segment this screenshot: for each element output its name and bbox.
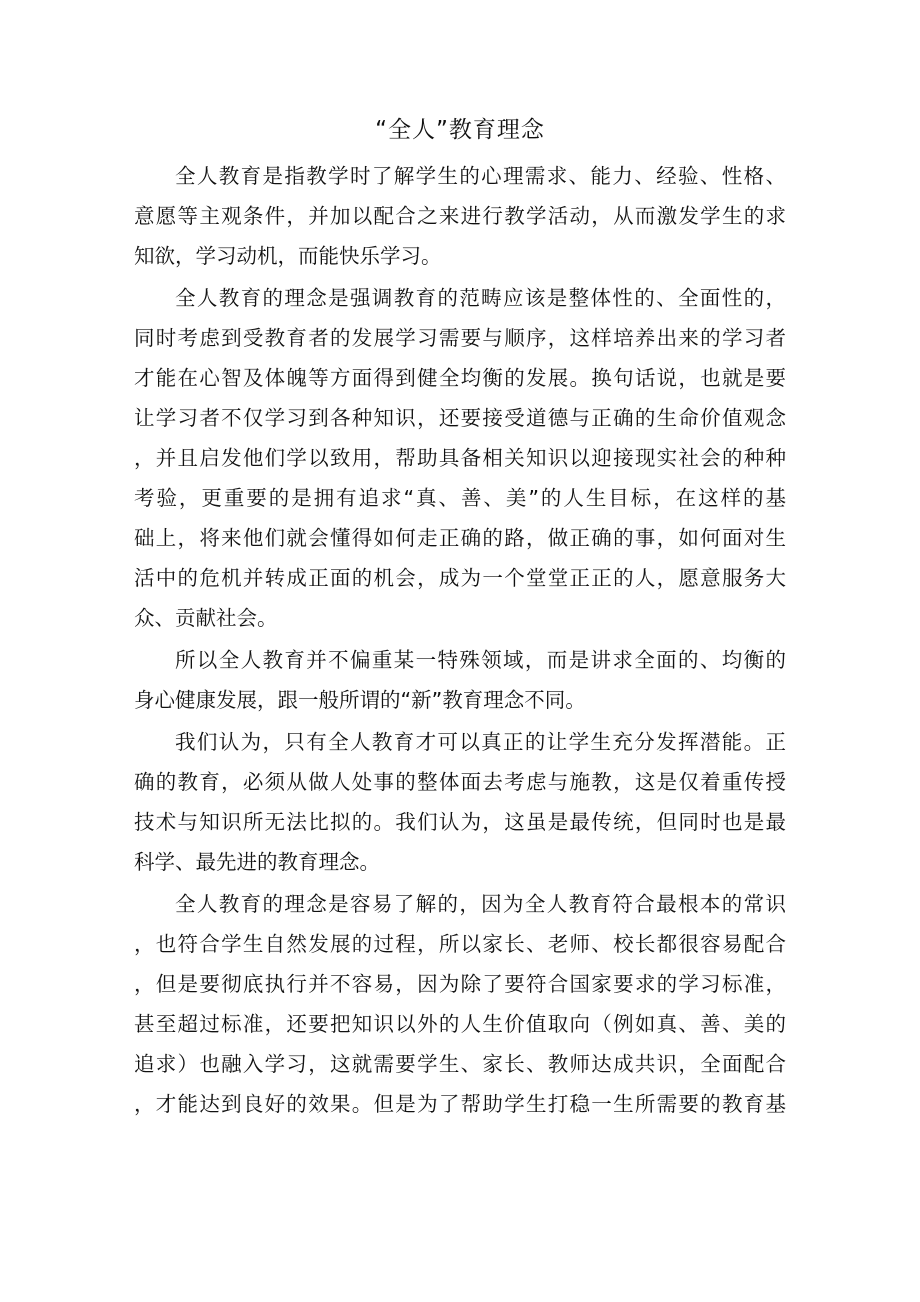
paragraph-line: 我们认为，只有全人教育才可以真正的让学生充分发挥潜能。正	[175, 730, 786, 754]
paragraph-line: 所以全人教育并不偏重某一特殊领域，而是讲求全面的、均衡的	[175, 648, 786, 672]
paragraph-line: 追求）也融入学习，这就需要学生、家长、教师达成共识，全面配合	[134, 1052, 786, 1076]
paragraph-line: ，并且启发他们学以致用，帮助具备相关知识以迎接现实社会的种种	[134, 446, 786, 470]
document-body	[134, 156, 786, 1124]
paragraph-line: 技术与知识所无法比拟的。我们认为，这虽是最传统，但同时也是最	[134, 810, 786, 834]
paragraph-line: 确的教育，必须从做人处事的整体面去考虑与施教，这是仅着重传授	[134, 770, 786, 794]
paragraph-line: ，也符合学生自然发展的过程，所以家长、老师、校长都很容易配合	[134, 932, 786, 956]
paragraph-line: ，才能达到良好的效果。但是为了帮助学生打稳一生所需要的教育基	[134, 1092, 786, 1116]
paragraph-line: 知欲，学习动机，而能快乐学习。	[134, 244, 442, 268]
paragraph-line: 考验，更重要的是拥有追求“真、善、美”的人生目标，在这样的基	[134, 486, 786, 510]
paragraph-line: ，但是要彻底执行并不容易，因为除了要符合国家要求的学习标准，	[134, 972, 786, 996]
paragraph-line: 活中的危机并转成正面的机会，成为一个堂堂正正的人，愿意服务大	[134, 566, 786, 590]
paragraph-line: 才能在心智及体魄等方面得到健全均衡的发展。换句话说，也就是要	[134, 366, 786, 390]
paragraph-line: 全人教育是指教学时了解学生的心理需求、能力、经验、性格、	[175, 164, 786, 188]
document-title: “全人”教育理念	[375, 117, 545, 143]
paragraph-line: 科学、最先进的教育理念。	[134, 850, 380, 874]
paragraph-line: 同时考虑到受教育者的发展学习需要与顺序，这样培养出来的学习者	[134, 326, 786, 350]
paragraph-line: 全人教育的理念是容易了解的，因为全人教育符合最根本的常识	[175, 892, 786, 916]
paragraph-line: 全人教育的理念是强调教育的范畴应该是整体性的、全面性的，	[175, 286, 786, 310]
paragraph-line: 众、贡献社会。	[134, 606, 278, 630]
paragraph-line: 础上，将来他们就会懂得如何走正确的路，做正确的事，如何面对生	[134, 526, 786, 550]
paragraph-line: 甚至超过标准，还要把知识以外的人生价值取向（例如真、善、美的	[134, 1012, 786, 1036]
paragraph-line: 意愿等主观条件，并加以配合之来进行教学活动，从而激发学生的求	[134, 204, 786, 228]
paragraph-line: 身心健康发展，跟一般所谓的“新”教育理念不同。	[134, 688, 586, 712]
paragraph-line: 让学习者不仅学习到各种知识，还要接受道德与正确的生命价值观念	[134, 406, 786, 430]
